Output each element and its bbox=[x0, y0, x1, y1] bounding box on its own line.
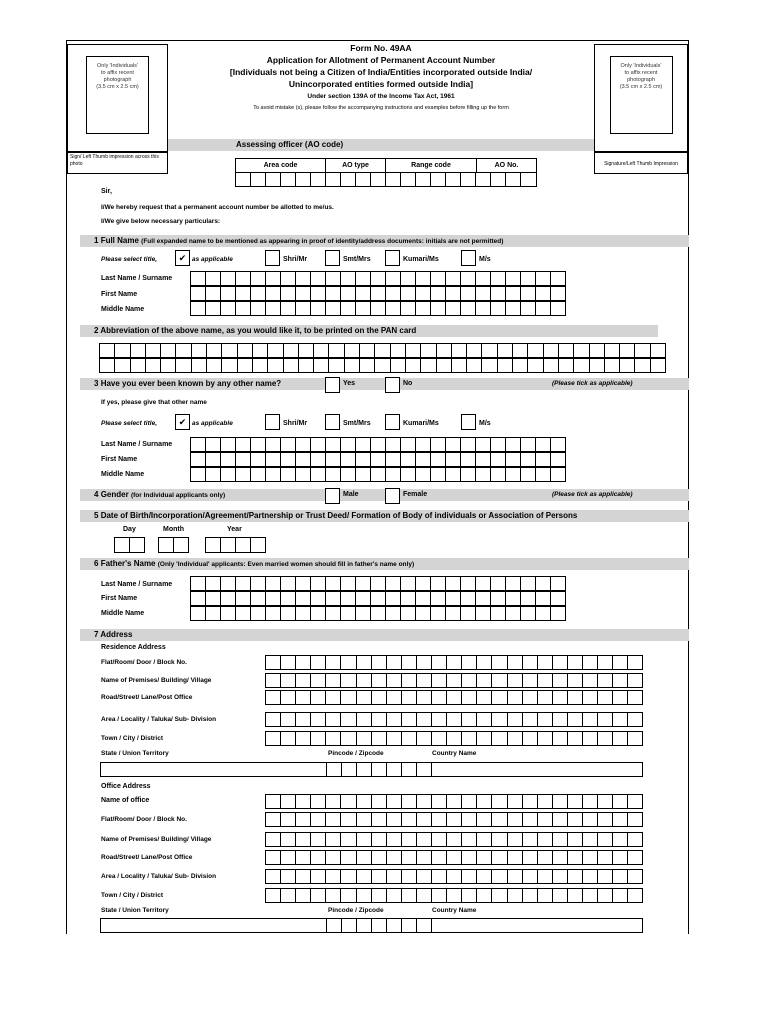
premises-label: Name of Premises/ Building/ Village bbox=[101, 836, 212, 843]
section-number: 6 bbox=[94, 559, 99, 568]
photo-text: to affix recent bbox=[624, 70, 658, 76]
photo-text: (3.5 cm x 2.5 cm) bbox=[619, 84, 663, 90]
last-name-label: Last Name / Surname bbox=[101, 581, 173, 588]
father-last-name-field[interactable] bbox=[190, 576, 566, 591]
title-applicable-checkbox[interactable]: ✔ bbox=[175, 414, 190, 430]
no-label: No bbox=[403, 380, 413, 387]
select-title-label: Please select title, bbox=[101, 256, 158, 263]
section-2-heading bbox=[80, 325, 658, 337]
photo-text: Only 'Individuals' bbox=[620, 63, 662, 69]
office-name-label: Name of office bbox=[101, 797, 150, 804]
gender-female-checkbox[interactable] bbox=[385, 488, 400, 504]
applicable-label: as applicable bbox=[192, 256, 233, 263]
smt-label: Smt/Mrs bbox=[343, 420, 371, 427]
yes-label: Yes bbox=[343, 380, 356, 387]
section-title: Full Name bbox=[100, 236, 139, 245]
title-shri-checkbox[interactable] bbox=[265, 250, 280, 266]
intro-line: I/We hereby request that a permanent account number be allotted to me/us. bbox=[101, 204, 334, 211]
dob-year-field[interactable] bbox=[205, 537, 266, 553]
section-title: Abbreviation of the above name, as you would like it, to be printed on the PAN card bbox=[100, 326, 417, 335]
area-label: Area / Locality / Taluka/ Sub- Division bbox=[101, 716, 217, 723]
tick-note: (Please tick as applicable) bbox=[552, 491, 633, 498]
area-label: Area / Locality / Taluka/ Sub- Division bbox=[101, 873, 217, 880]
form-subtitle: Unincorporated entities formed outside India] bbox=[288, 79, 474, 89]
day-label: Day bbox=[123, 526, 136, 533]
other-name-instruction: If yes, please give that other name bbox=[101, 399, 207, 406]
off-premises-field[interactable] bbox=[265, 832, 643, 847]
tick-note: (Please tick as applicable) bbox=[552, 380, 633, 387]
photo-text: photograph bbox=[627, 77, 655, 83]
section-number: 7 bbox=[94, 630, 99, 639]
flat-label: Flat/Room/ Door / Block No. bbox=[101, 816, 187, 823]
photo-box-left bbox=[67, 44, 168, 152]
section-5-heading bbox=[80, 510, 689, 522]
road-label: Road/Street/ Lane/Post Office bbox=[101, 854, 193, 861]
office-address-heading: Office Address bbox=[101, 783, 151, 790]
off-state-pin-country-field[interactable] bbox=[100, 918, 643, 933]
title-applicable-checkbox[interactable]: ✔ bbox=[175, 250, 190, 266]
middle-name-label: Middle Name bbox=[101, 306, 145, 313]
last-name-label: Last Name / Surname bbox=[101, 275, 173, 282]
pan-card-name-row-2[interactable] bbox=[99, 358, 666, 373]
other-name-no-checkbox[interactable] bbox=[385, 377, 400, 393]
range-code-label: Range code bbox=[386, 159, 477, 172]
title-ms-checkbox[interactable] bbox=[461, 250, 476, 266]
road-label: Road/Street/ Lane/Post Office bbox=[101, 694, 193, 701]
month-label: Month bbox=[163, 526, 184, 533]
ao-no-label: AO No. bbox=[494, 162, 519, 169]
middle-name-label: Middle Name bbox=[101, 471, 145, 478]
state-label: State / Union Territory bbox=[101, 907, 169, 914]
res-road-field[interactable] bbox=[265, 690, 643, 705]
kumari-label: Kumari/Ms bbox=[403, 420, 439, 427]
select-title-label: Please select title, bbox=[101, 420, 158, 427]
first-name-label: First Name bbox=[101, 291, 138, 298]
form-number: Form No. 49AA bbox=[350, 43, 412, 53]
ao-type-label: AO type bbox=[326, 159, 386, 172]
ms-label: M/s bbox=[479, 420, 491, 427]
section-title: Father's Name bbox=[100, 559, 156, 568]
title-smt-checkbox[interactable] bbox=[325, 250, 340, 266]
town-label: Town / City / District bbox=[101, 892, 163, 899]
res-state-pin-country-field[interactable] bbox=[100, 762, 643, 777]
flat-label: Flat/Room/ Door / Block No. bbox=[101, 659, 187, 666]
sign-note-left: Sign/ Left Thumb impression across this photo bbox=[67, 152, 168, 174]
off-road-field[interactable] bbox=[265, 850, 643, 865]
section-number: 1 bbox=[94, 236, 99, 245]
ao-code-table bbox=[235, 158, 537, 187]
title-ms-checkbox[interactable] bbox=[461, 414, 476, 430]
father-middle-name-field[interactable] bbox=[190, 606, 566, 621]
other-first-name-field[interactable] bbox=[190, 452, 566, 467]
last-name-label: Last Name / Surname bbox=[101, 441, 173, 448]
country-label: Country Name bbox=[432, 907, 477, 914]
form-title: Application for Allotment of Permanent Account Number bbox=[266, 55, 496, 65]
photo-text: photograph bbox=[103, 77, 132, 83]
pan-card-name-row-1[interactable] bbox=[99, 343, 666, 358]
photo-text: (3.5 cm x 2.5 cm) bbox=[96, 84, 139, 90]
section-1-heading bbox=[80, 235, 689, 247]
title-kumari-checkbox[interactable] bbox=[385, 414, 400, 430]
title-shri-checkbox[interactable] bbox=[265, 414, 280, 430]
ms-label: M/s bbox=[479, 256, 491, 263]
sign-note-right: Signature/Left Thumb Impression bbox=[594, 152, 688, 174]
first-name-label: First Name bbox=[101, 595, 138, 602]
middle-name-field[interactable] bbox=[190, 301, 566, 316]
section-note: (for Individual applicants only) bbox=[130, 492, 226, 499]
other-last-name-field[interactable] bbox=[190, 437, 566, 452]
section-title: Have you ever been known by any other name? bbox=[100, 379, 282, 388]
premises-label: Name of Premises/ Building/ Village bbox=[101, 677, 212, 684]
photo-text: to affix recent bbox=[101, 70, 134, 76]
section-ref: Under section 139A of the Income Tax Act, 1961 bbox=[307, 93, 455, 100]
form-subtitle: [Individuals not being a Citizen of India/Entities incorporated outside India/ bbox=[229, 67, 533, 77]
town-label: Town / City / District bbox=[101, 735, 163, 742]
ao-code-cells[interactable] bbox=[236, 173, 536, 187]
section-title: Date of Birth/Incorporation/Agreement/Partnership or Trust Deed/ Formation of Body of individuals or Association of Persons bbox=[100, 511, 578, 520]
title-smt-checkbox[interactable] bbox=[325, 414, 340, 430]
father-first-name-field[interactable] bbox=[190, 591, 566, 606]
state-label: State / Union Territory bbox=[101, 750, 169, 757]
middle-name-label: Middle Name bbox=[101, 610, 145, 617]
instruction-note: To avoid mistake (s), please follow the accompanying instructions and examples before filling up the form bbox=[253, 105, 509, 111]
res-area-field[interactable] bbox=[265, 712, 643, 727]
last-name-field[interactable] bbox=[190, 271, 566, 286]
other-middle-name-field[interactable] bbox=[190, 467, 566, 482]
title-kumari-checkbox[interactable] bbox=[385, 250, 400, 266]
res-town-field[interactable] bbox=[265, 731, 643, 746]
pincode-label: Pincode / Zipcode bbox=[328, 750, 384, 757]
first-name-label: First Name bbox=[101, 456, 138, 463]
salutation: Sir, bbox=[101, 188, 112, 195]
section-title: Gender bbox=[100, 490, 129, 499]
photo-box-right bbox=[594, 44, 688, 152]
res-flat-field[interactable] bbox=[265, 655, 643, 670]
shri-label: Shri/Mr bbox=[283, 420, 308, 427]
female-label: Female bbox=[403, 491, 428, 498]
section-number: 3 bbox=[94, 379, 99, 388]
dob-day-field[interactable] bbox=[114, 537, 145, 553]
section-note: (Full expanded name to be mentioned as appearing in proof of identity/address documents: initials are not permitted) bbox=[141, 238, 504, 245]
section-6-heading bbox=[80, 558, 689, 570]
gender-male-checkbox[interactable] bbox=[325, 488, 340, 504]
year-label: Year bbox=[227, 526, 242, 533]
section-number: 2 bbox=[94, 326, 99, 335]
section-7-heading bbox=[80, 629, 689, 641]
male-label: Male bbox=[343, 491, 359, 498]
other-name-yes-checkbox[interactable] bbox=[325, 377, 340, 393]
country-label: Country Name bbox=[432, 750, 477, 757]
section-number: 5 bbox=[94, 511, 99, 520]
section-number: 4 bbox=[94, 490, 99, 499]
kumari-label: Kumari/Ms bbox=[403, 256, 439, 263]
residence-address-heading: Residence Address bbox=[101, 644, 166, 651]
photo-text: Only 'Individuals' bbox=[97, 63, 138, 69]
off-town-field[interactable] bbox=[265, 888, 643, 903]
smt-label: Smt/Mrs bbox=[343, 256, 371, 263]
applicable-label: as applicable bbox=[192, 420, 233, 427]
office-name-field[interactable] bbox=[265, 794, 643, 809]
dob-month-field[interactable] bbox=[158, 537, 189, 553]
section-note: (Only 'Individual' applicants: Even married women should fill in father's name only) bbox=[157, 561, 415, 568]
first-name-field[interactable] bbox=[190, 286, 566, 301]
shri-label: Shri/Mr bbox=[283, 256, 308, 263]
off-area-field[interactable] bbox=[265, 869, 643, 884]
off-flat-field[interactable] bbox=[265, 812, 643, 827]
ao-code-heading: Assessing officer (AO code) bbox=[168, 139, 594, 151]
section-title: Address bbox=[100, 630, 133, 639]
pincode-label: Pincode / Zipcode bbox=[328, 907, 384, 914]
intro-line: I/We give below necessary particulars: bbox=[101, 218, 221, 225]
res-premises-field[interactable] bbox=[265, 673, 643, 688]
area-code-label: Area code bbox=[236, 159, 326, 172]
